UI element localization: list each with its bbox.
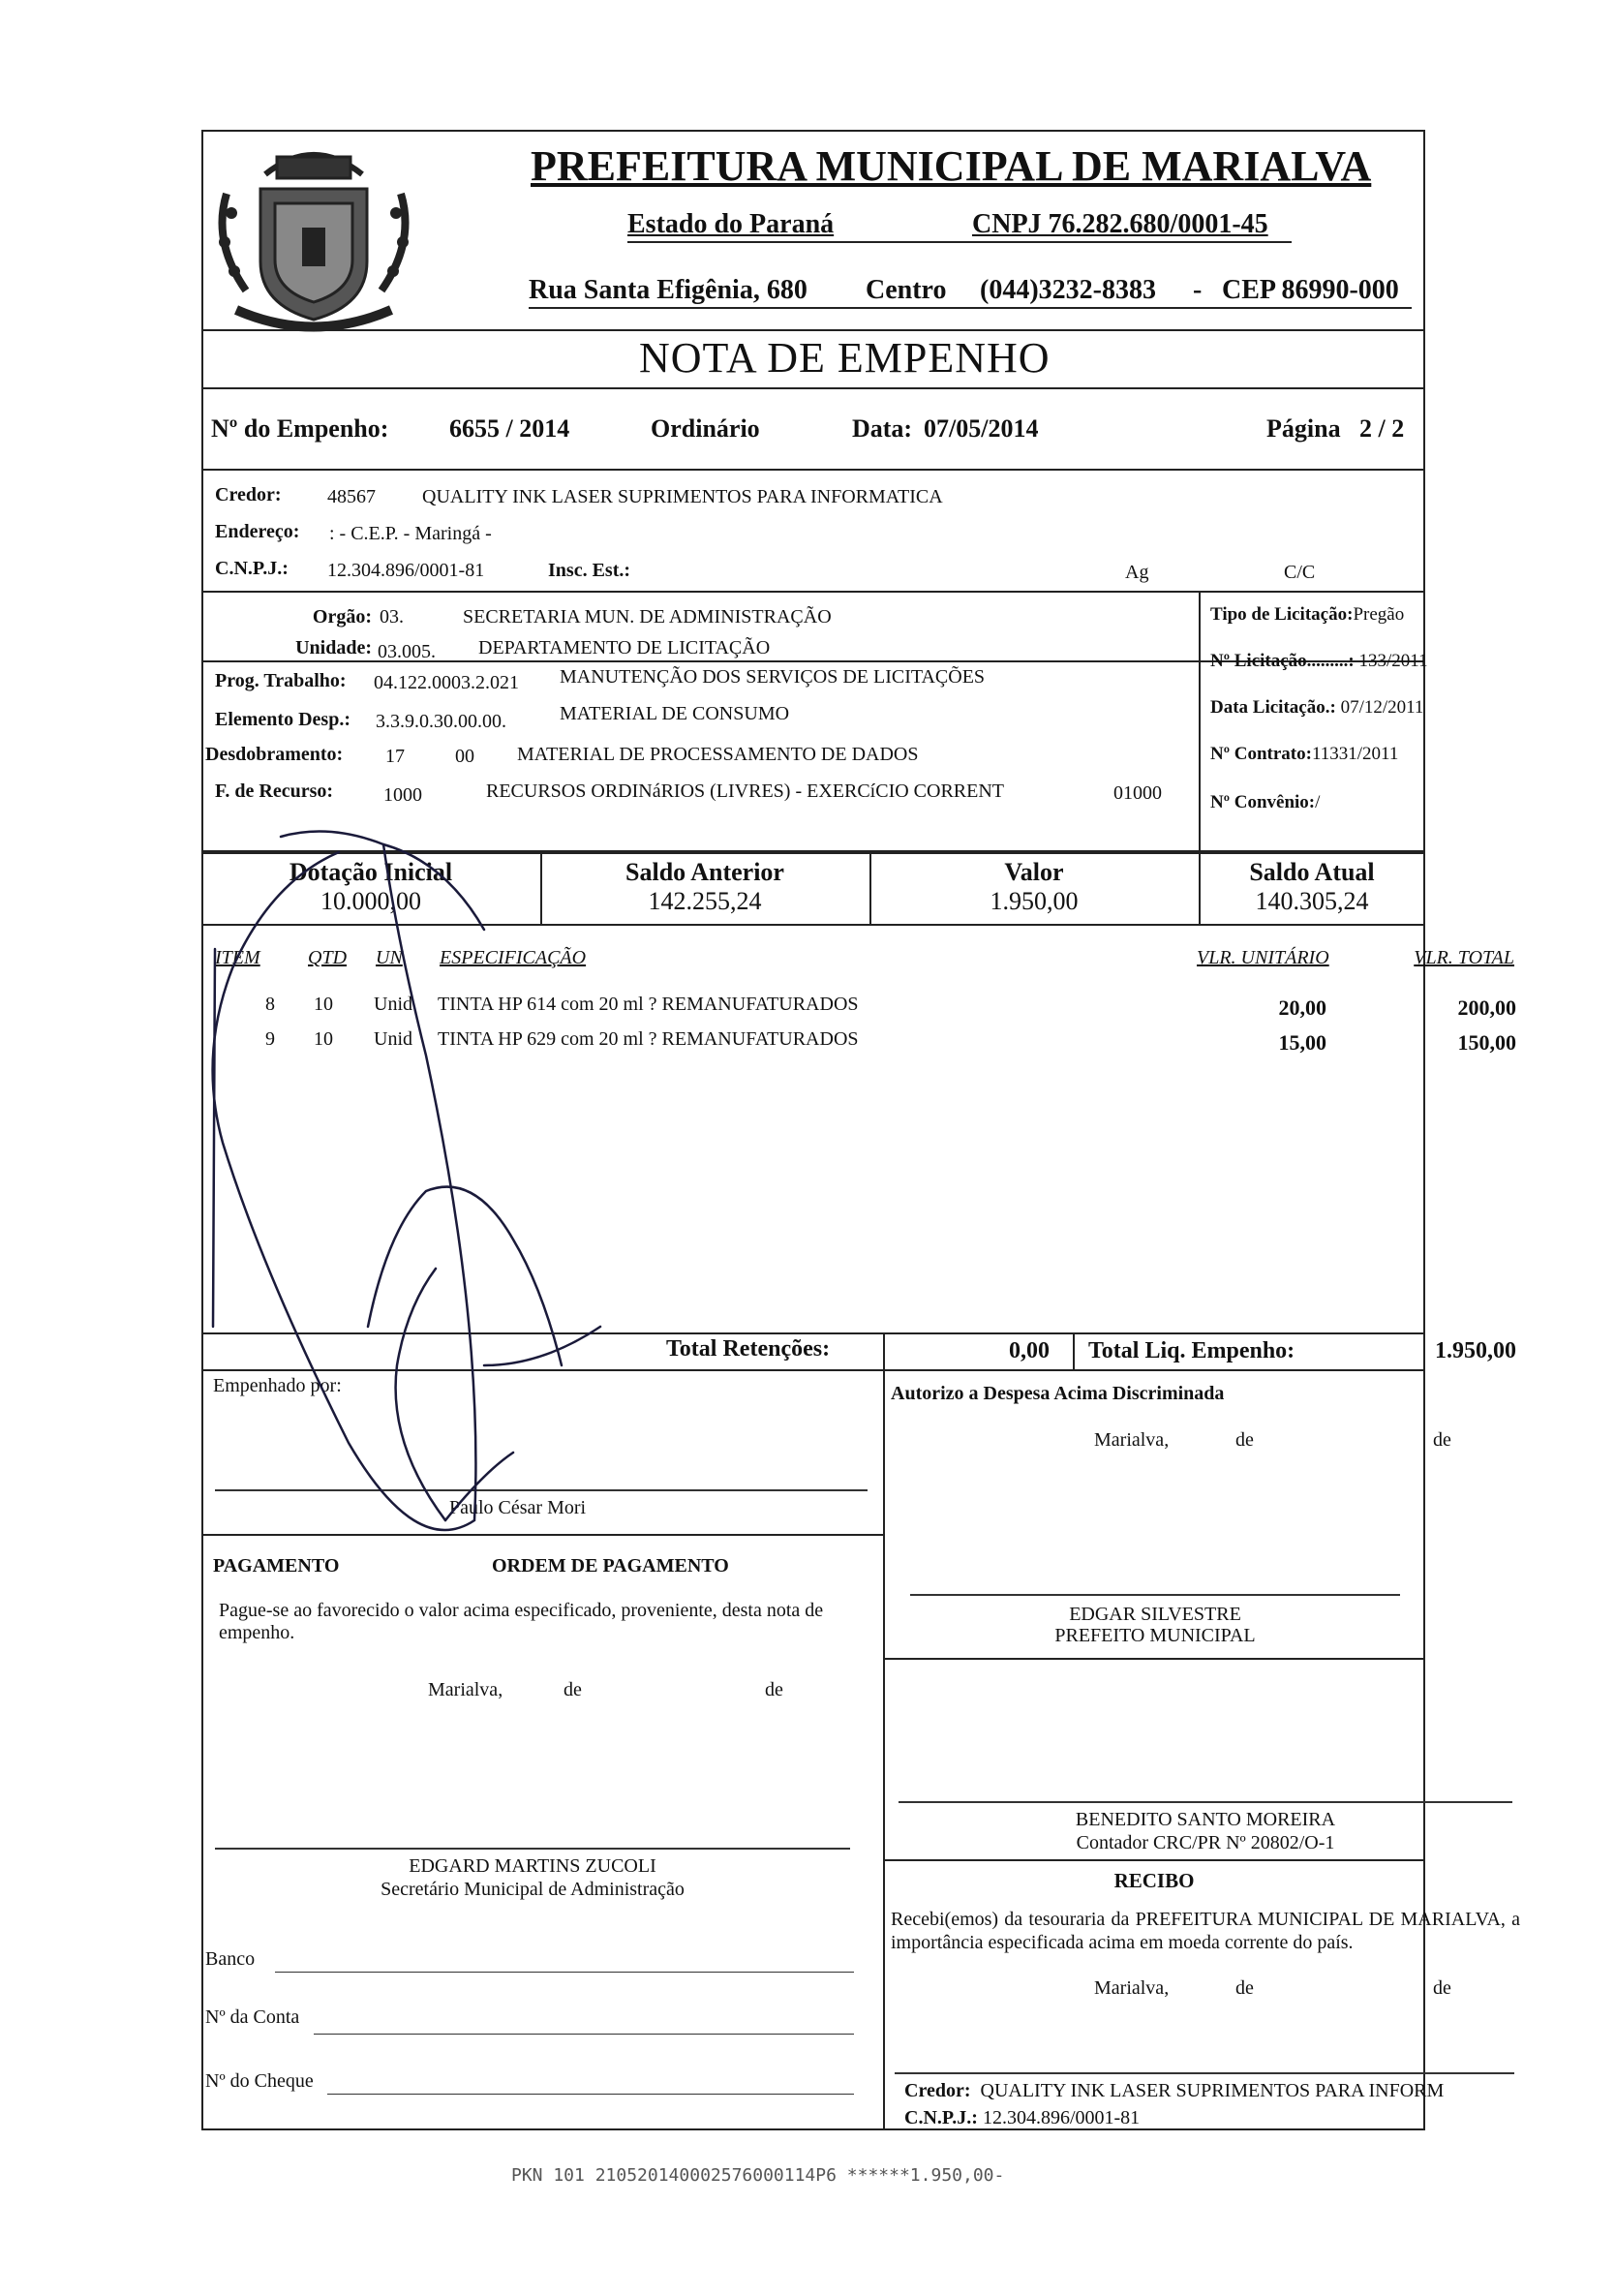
convenio [1210,792,1320,813]
recibo-cnpj-label: C.N.P.J.: [904,2107,978,2128]
prog-desc: MANUTENÇÃO DOS SERVIÇOS DE LICITAÇÕES [560,666,986,688]
row-item: 8 [265,994,275,1015]
num-licitacao-label: Nº Licitação.........: [1210,651,1355,671]
autorizo-place: Marialva, [1094,1429,1170,1451]
col-un-header: UN [376,947,403,968]
balance-valor-value: 1.950,00 [990,887,1079,915]
prefeito-role: PREFEITO MUNICIPAL [1054,1625,1256,1646]
balance-saldo-anterior-label: Saldo Anterior [625,858,784,886]
balance-saldo-atual [1201,858,1423,916]
desdob-desc: MATERIAL DE PROCESSAMENTO DE DADOS [517,744,919,765]
desdob-label: Desdobramento: [205,744,344,765]
pagamento-label: PAGAMENTO [213,1555,340,1577]
address-value: : - C.E.P. - Maringá - [329,523,492,544]
empenho-label: Nº do Empenho: [211,414,389,443]
handwritten-signature [194,823,639,1578]
elemento-label: Elemento Desp.: [215,709,350,730]
liq-label: Total Liq. Empenho: [1088,1338,1295,1363]
desdob-code2: 00 [455,746,474,767]
num-licitacao [1210,651,1428,672]
num-licitacao-value: 133/2011 [1358,651,1428,671]
balance-saldo-atual-label: Saldo Atual [1249,858,1375,886]
ag-label: Ag [1125,562,1149,583]
org-cnpj: CNPJ 76.282.680/0001-45 [972,209,1268,239]
unidade-code: 03.005. [378,641,436,662]
org-state: Estado do Paraná [627,209,835,239]
retencoes-label: Total Retenções: [666,1336,831,1362]
retencoes-value: 0,00 [1009,1338,1050,1363]
row-unit-price: 15,00 [1278,1030,1326,1055]
prog-label: Prog. Trabalho: [215,670,347,691]
autorizo-label: Autorizo a Despesa Acima Discriminada [891,1383,1225,1404]
recurso-code: 1000 [383,784,422,806]
prefeito-name: EDGAR SILVESTRE [1069,1604,1241,1625]
recibo-cnpj [904,2107,1140,2129]
row-un: Unid [374,994,412,1015]
tipo-licitacao [1210,604,1404,626]
credor-cnpj: 12.304.896/0001-81 [327,560,485,581]
org-name: PREFEITURA MUNICIPAL DE MARIALVA [531,142,1372,190]
orgao-code: 03. [380,606,404,628]
recibo-de1: de [1235,1977,1254,1999]
coat-of-arms-icon [207,136,420,339]
liq-value: 1.950,00 [1435,1338,1516,1363]
balance-valor-label: Valor [1004,858,1064,886]
recibo-title: RECIBO [1113,1869,1195,1892]
row-item: 9 [265,1028,275,1050]
tipo-licitacao-label: Tipo de Licitação: [1210,604,1354,625]
autorizo-de2: de [1433,1429,1451,1451]
org-dash: - [1193,275,1203,305]
credor-code: 48567 [327,486,376,507]
credor-label: Credor: [215,484,282,505]
recibo-credor [904,2080,1444,2102]
col-qtd-header: QTD [308,947,348,968]
col-unit-price-header: VLR. UNITÁRIO [1197,947,1329,968]
org-district: Centro [866,275,947,305]
recurso-desc: RECURSOS ORDINáRIOS (LIVRES) - EXERCíCIO CORRENT [486,781,1005,802]
prog-code: 04.122.0003.2.021 [374,672,519,693]
credor-name: QUALITY INK LASER SUPRIMENTOS PARA INFORMATICA [422,486,943,507]
data-licitacao-label: Data Licitação.: [1210,697,1336,718]
unidade-label: Unidade: [295,637,372,658]
secretario-name: EDGARD MARTINS ZUCOLI [409,1855,656,1877]
col-item-header: ITEM [215,947,260,968]
row-qtd: 10 [314,994,333,1015]
convenio-label: Nº Convênio: [1210,792,1316,812]
desdob-code1: 17 [385,746,405,767]
credor-cnpj-label: C.N.P.J.: [215,558,289,579]
page-label: Página [1266,414,1341,443]
data-licitacao [1210,697,1423,719]
cheque-label: Nº do Cheque [205,2070,314,2092]
recibo-de2: de [1433,1977,1451,1999]
balance-valor [871,858,1197,916]
balance-dotacao-label: Dotação Inicial [289,858,453,886]
recurso-extra: 01000 [1113,782,1162,804]
org-phone: (044)3232-8383 [980,275,1156,305]
col-total-header: VLR. TOTAL [1414,947,1514,968]
pagamento-title: ORDEM DE PAGAMENTO [492,1555,729,1577]
orgao-label: Orgão: [312,606,372,628]
empenho-date: 07/05/2014 [924,414,1039,443]
recibo-place: Marialva, [1094,1977,1170,1999]
pagamento-de1: de [564,1679,582,1700]
footer-code: PKN 101 210520140002576000114P6 ******1.950,00- [511,2165,1005,2186]
contador-role: Contador CRC/PR Nº 20802/O-1 [1076,1832,1335,1853]
row-total: 150,00 [1457,1030,1516,1055]
cc-label: C/C [1284,562,1316,583]
address-label: Endereço: [215,521,300,542]
secretario-role: Secretário Municipal de Administração [381,1879,685,1900]
insc-est-label: Insc. Est.: [548,560,631,581]
recibo-text: Recebi(emos) da tesouraria da PREFEITURA MUNICIPAL DE MARIALVA, a importância especificada acima em moeda corrente do país. [891,1909,1520,1953]
recibo-cnpj-value: 12.304.896/0001-81 [982,2107,1141,2128]
conta-label: Nº da Conta [205,2006,300,2028]
recibo-credor-label: Credor: [904,2080,971,2101]
row-total: 200,00 [1457,995,1516,1020]
contador-name: BENEDITO SANTO MOREIRA [1075,1809,1336,1830]
data-licitacao-value: 07/12/2011 [1340,697,1424,718]
contrato-value: 11331/2011 [1311,744,1399,764]
elemento-desc: MATERIAL DE CONSUMO [560,703,790,724]
row-unit-price: 20,00 [1278,995,1326,1020]
empenho-type: Ordinário [651,414,760,443]
row-un: Unid [374,1028,412,1050]
elemento-code: 3.3.9.0.30.00.00. [376,711,506,732]
balance-saldo-atual-value: 140.305,24 [1255,887,1369,915]
contrato [1210,744,1398,765]
banco-label: Banco [205,1948,256,1970]
row-spec: TINTA HP 614 com 20 ml ? REMANUFATURADOS [438,994,859,1015]
convenio-value: / [1315,792,1321,812]
empenho-date-label: Data: [852,414,913,443]
empenhado-signer: Paulo César Mori [449,1497,587,1518]
pagamento-place: Marialva, [428,1679,503,1700]
contrato-label: Nº Contrato: [1210,744,1312,764]
recibo-credor-value: QUALITY INK LASER SUPRIMENTOS PARA INFORM [980,2080,1445,2101]
org-street: Rua Santa Efigênia, 680 [529,275,808,305]
row-spec: TINTA HP 629 com 20 ml ? REMANUFATURADOS [438,1028,859,1050]
tipo-licitacao-value: Pregão [1353,604,1405,625]
page-number: 2 / 2 [1359,414,1405,443]
org-cep: CEP 86990-000 [1222,275,1399,305]
recurso-label: F. de Recurso: [215,781,334,802]
doc-title: NOTA DE EMPENHO [639,334,1051,382]
empenhado-label: Empenhado por: [213,1375,342,1396]
balance-saldo-anterior-value: 142.255,24 [648,887,762,915]
unidade-desc: DEPARTAMENTO DE LICITAÇÃO [478,637,771,658]
col-spec-header: ESPECIFICAÇÃO [440,947,587,968]
autorizo-de1: de [1235,1429,1254,1451]
balance-dotacao-value: 10.000,00 [320,887,421,915]
row-qtd: 10 [314,1028,333,1050]
pagamento-text: Pague-se ao favorecido o valor acima especificado, proveniente, desta nota de empenho. [219,1600,824,1643]
orgao-desc: SECRETARIA MUN. DE ADMINISTRAÇÃO [463,606,832,628]
empenho-number: 6655 / 2014 [449,414,570,443]
pagamento-de2: de [765,1679,783,1700]
